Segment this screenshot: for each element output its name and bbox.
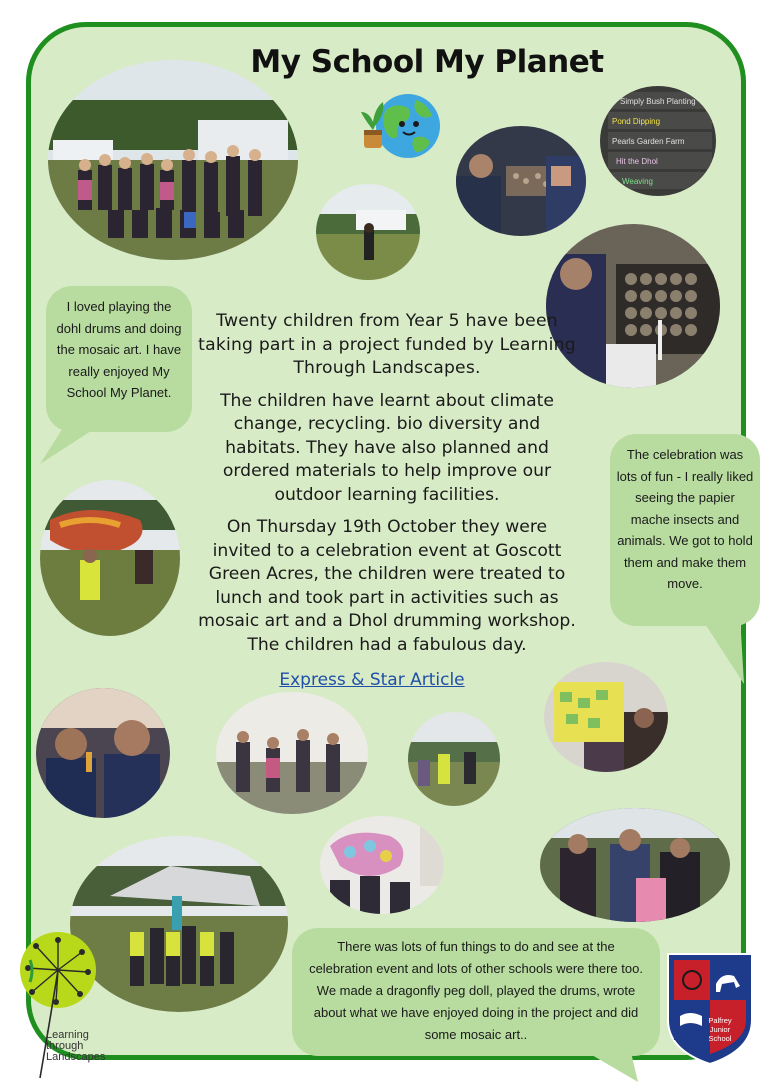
ltl-logo-text: Learning through Landscapes <box>46 1029 106 1063</box>
sign-line-1: Simply Bush Planting <box>620 97 696 106</box>
sign-line-2: Pond Dipping <box>612 117 661 126</box>
sign-line-5: Weaving <box>622 177 653 186</box>
paragraph-learning: The children have learnt about climate change, recycling. bio diversity and habitats. They have also planned and ordered materials to help improve our outdoor learning facilities. <box>220 390 554 505</box>
photo-tent-drumming <box>216 692 368 814</box>
photo-dragon-sculpture <box>40 480 180 636</box>
bubble-right-tail <box>700 616 746 686</box>
photo-mosaic-hands <box>456 126 586 236</box>
page-title: My School My Planet <box>250 44 604 80</box>
paragraph-event: On Thursday 19th October they were invited to a celebration event at Goscott Green Acres, the children were treated to lunch and took part in activities such as mosaic art and a Dhol drumming workshop. The children had a fabulous day. <box>198 517 576 655</box>
photo-activity-sign <box>600 86 716 196</box>
crest-school-name: Palfrey Junior School <box>708 1016 732 1043</box>
paragraph-intro: Twenty children from Year 5 have been taking part in a project funded by Learning Through Landscapes. <box>198 311 576 378</box>
quote-bubble-left: I loved playing the dohl drums and doing the mosaic art. I have really enjoyed My School My Planet. <box>46 286 192 432</box>
photo-group-field <box>48 60 298 260</box>
sign-line-4: Hit the Dhol <box>616 157 658 166</box>
palfrey-school-crest <box>664 950 756 1066</box>
quote-bubble-bottom: There was lots of fun things to do and see at the celebration event and lots of other schools were there too. We made a dragonfly peg doll, played the drums, wrote about what we have enjoyed doing in the project and did some mosaic art.. <box>292 928 660 1056</box>
globe-mascot-icon <box>356 88 444 164</box>
express-star-article-link[interactable]: Express & Star Article <box>279 670 465 690</box>
article-body <box>196 310 578 666</box>
photo-hivis-group <box>70 836 288 1012</box>
sign-line-3: Pearls Garden Farm <box>612 137 685 146</box>
quote-bubble-right: The celebration was lots of fun - I really liked seeing the papier mache insects and animals. We got to hold them and make them move. <box>610 434 760 626</box>
photo-child-field <box>316 184 420 280</box>
photo-hivis-children <box>408 712 500 806</box>
photo-children-pegdolls <box>36 688 170 818</box>
photo-writing-board <box>544 662 668 772</box>
photo-mosaic-display <box>320 816 444 914</box>
photo-girls-pegdolls <box>540 808 730 922</box>
